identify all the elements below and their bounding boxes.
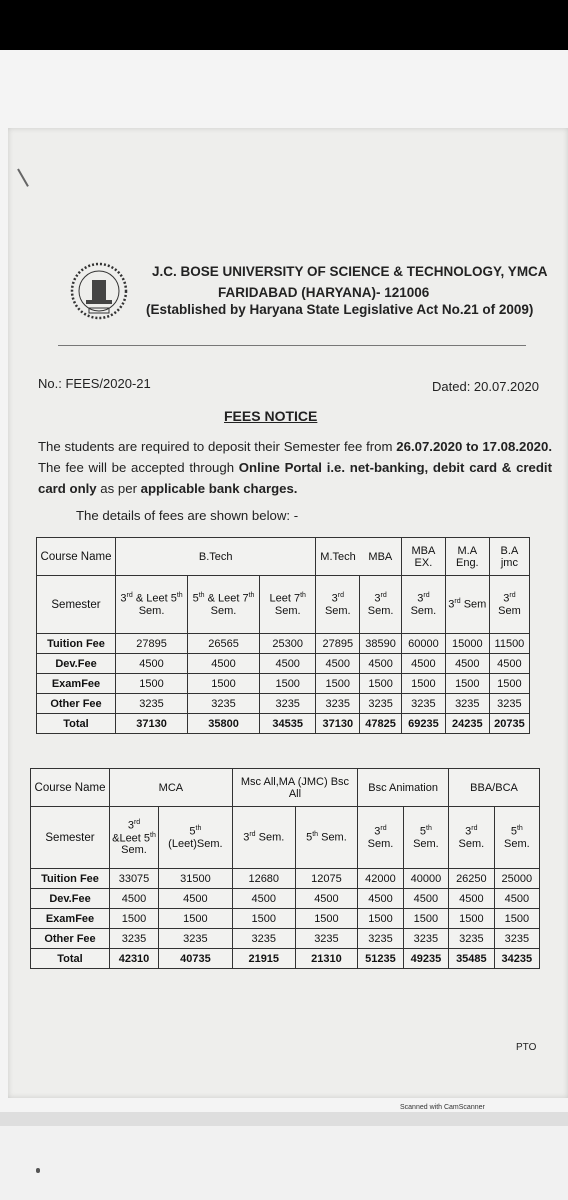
fee-cell: 4500 (295, 889, 357, 909)
fee-cell: 27895 (116, 634, 188, 654)
fee-cell: 47825 (360, 714, 402, 734)
fee-cell: 37130 (316, 714, 360, 734)
fee-cell: 12680 (232, 869, 295, 889)
semester-cell: 5th (Leet)Sem. (159, 807, 233, 869)
course-cell: Msc All,MA (JMC) Bsc All (232, 769, 357, 807)
fee-cell: 15000 (445, 634, 489, 654)
table-row (37, 674, 530, 694)
page-separator (0, 1112, 568, 1126)
table-row (31, 929, 540, 949)
fee-cell: 4500 (188, 654, 260, 674)
establishment-line: (Established by Haryana State Legislative Act No.21 of 2009) (146, 302, 534, 317)
semester-cell: 3rd Sem. (449, 807, 495, 869)
notice-title: FEES NOTICE (224, 408, 318, 424)
fee-cell: 4500 (316, 654, 360, 674)
fee-cell: 1500 (316, 674, 360, 694)
course-cell: Bsc Animation (358, 769, 449, 807)
row-label: Other Fee (37, 694, 116, 714)
fee-cell: 3235 (358, 929, 404, 949)
fee-cell: 25000 (494, 869, 539, 889)
fee-cell: 42310 (110, 949, 159, 969)
semester-cell: 3rd & Leet 5th Sem. (116, 576, 188, 634)
row-label: Total (31, 949, 110, 969)
semester-cell: 5th Sem. (403, 807, 448, 869)
fee-cell: 1500 (358, 909, 404, 929)
fee-cell: 4500 (449, 889, 495, 909)
fee-cell: 33075 (110, 869, 159, 889)
university-name: J.C. BOSE UNIVERSITY OF SCIENCE & TECHNOLOGY, YMCA (152, 264, 548, 279)
row-label: Dev.Fee (37, 654, 116, 674)
semester-cell: 3rd Sem. (316, 576, 360, 634)
course-cell: B.Tech (116, 538, 316, 576)
course-cell: BBA/BCA (449, 769, 540, 807)
fee-cell: 3235 (116, 694, 188, 714)
semester-cell: 5th Sem. (295, 807, 357, 869)
semester-cell: 3rd &Leet 5th Sem. (110, 807, 159, 869)
fee-cell: 26565 (188, 634, 260, 654)
fee-cell: 11500 (489, 634, 529, 654)
details-line: The details of fees are shown below: - (76, 508, 299, 523)
notice-paragraph: The students are required to deposit their Semester fee from 26.07.2020 to 17.08.2020. The fee will be accepted through Online Portal i.e. net-banking, debit card & credit card only as per applicable bank charges. (38, 439, 553, 496)
semester-cell: 5th Sem. (494, 807, 539, 869)
semester-header: Semester (31, 807, 110, 869)
fee-cell: 4500 (403, 889, 448, 909)
semester-cell: Leet 7th Sem. (259, 576, 316, 634)
fee-cell: 21915 (232, 949, 295, 969)
course-cell: M.Tech (316, 538, 360, 576)
fee-cell: 3235 (449, 929, 495, 949)
total-row (31, 949, 540, 969)
table-row (31, 889, 540, 909)
scanner-watermark: Scanned with CamScanner (400, 1104, 485, 1111)
fee-cell: 34235 (494, 949, 539, 969)
fee-cell: 1500 (188, 674, 260, 694)
fee-cell: 4500 (402, 654, 446, 674)
table-row (37, 576, 530, 634)
fee-cell: 1500 (403, 909, 448, 929)
fee-cell: 4500 (489, 654, 529, 674)
fee-cell: 1500 (159, 909, 233, 929)
top-black-bar (0, 0, 568, 50)
next-page-preview (0, 1126, 568, 1200)
course-cell: B.A jmc (489, 538, 529, 576)
fee-cell: 21310 (295, 949, 357, 969)
fee-cell: 3235 (402, 694, 446, 714)
semester-cell: 3rd Sem. (360, 576, 402, 634)
fee-cell: 40735 (159, 949, 233, 969)
fee-cell: 3235 (494, 929, 539, 949)
table-row (37, 538, 530, 576)
fee-cell: 69235 (402, 714, 446, 734)
table-row (37, 634, 530, 654)
row-label: ExamFee (31, 909, 110, 929)
course-cell: MCA (110, 769, 233, 807)
fee-cell: 37130 (116, 714, 188, 734)
fee-cell: 49235 (403, 949, 448, 969)
fee-cell: 3235 (159, 929, 233, 949)
row-label: Other Fee (31, 929, 110, 949)
fee-cell: 4500 (445, 654, 489, 674)
semester-cell: 5th & Leet 7th Sem. (188, 576, 260, 634)
table-row (31, 807, 540, 869)
fee-cell: 1500 (116, 674, 188, 694)
fee-cell: 4500 (494, 889, 539, 909)
university-address: FARIDABAD (HARYANA)- 121006 (218, 285, 430, 300)
fee-cell: 27895 (316, 634, 360, 654)
fee-cell: 12075 (295, 869, 357, 889)
table-row (37, 654, 530, 674)
fee-cell: 3235 (232, 929, 295, 949)
pen-dot (36, 1168, 40, 1173)
fee-cell: 4500 (110, 889, 159, 909)
fee-cell: 3235 (445, 694, 489, 714)
table-row (31, 909, 540, 929)
fee-cell: 3235 (188, 694, 260, 714)
semester-header: Semester (37, 576, 116, 634)
total-row (37, 714, 530, 734)
fee-cell: 42000 (358, 869, 404, 889)
fee-cell: 34535 (259, 714, 316, 734)
row-label: Tuition Fee (37, 634, 116, 654)
fee-cell: 3235 (316, 694, 360, 714)
fee-cell: 40000 (403, 869, 448, 889)
pto-label: PTO (516, 1042, 537, 1053)
fee-cell: 1500 (360, 674, 402, 694)
semester-cell: 3rd Sem (489, 576, 529, 634)
row-label: Dev.Fee (31, 889, 110, 909)
course-header: Course Name (37, 538, 116, 576)
fee-cell: 4500 (358, 889, 404, 909)
fee-cell: 4500 (232, 889, 295, 909)
fee-cell: 20735 (489, 714, 529, 734)
semester-cell: 3rd Sem. (358, 807, 404, 869)
course-header: Course Name (31, 769, 110, 807)
fee-cell: 3235 (110, 929, 159, 949)
row-label: Tuition Fee (31, 869, 110, 889)
semester-cell: 3rd Sem. (232, 807, 295, 869)
fee-cell: 4500 (159, 889, 233, 909)
fee-cell: 1500 (259, 674, 316, 694)
fee-cell: 38590 (360, 634, 402, 654)
table-row (37, 694, 530, 714)
fee-cell: 3235 (403, 929, 448, 949)
fee-cell: 31500 (159, 869, 233, 889)
fees-table-1 (36, 537, 530, 734)
notice-date: Dated: 20.07.2020 (432, 379, 539, 394)
fee-cell: 3235 (295, 929, 357, 949)
fee-cell: 1500 (402, 674, 446, 694)
fee-cell: 35800 (188, 714, 260, 734)
fee-cell: 25300 (259, 634, 316, 654)
fee-cell: 51235 (358, 949, 404, 969)
university-seal-logo (70, 262, 128, 320)
fee-cell: 4500 (116, 654, 188, 674)
fee-cell: 26250 (449, 869, 495, 889)
course-cell: MBA (360, 538, 402, 576)
table-row (31, 769, 540, 807)
fees-table-2 (30, 768, 540, 969)
row-label: Total (37, 714, 116, 734)
fee-cell: 1500 (489, 674, 529, 694)
fee-cell: 3235 (360, 694, 402, 714)
table-row (31, 869, 540, 889)
course-cell: M.A Eng. (445, 538, 489, 576)
fee-cell: 1500 (232, 909, 295, 929)
fee-cell: 4500 (360, 654, 402, 674)
fee-cell: 1500 (449, 909, 495, 929)
course-cell: MBA EX. (402, 538, 446, 576)
fee-cell: 3235 (259, 694, 316, 714)
fee-cell: 60000 (402, 634, 446, 654)
semester-cell: 3rd Sem (445, 576, 489, 634)
fee-cell: 24235 (445, 714, 489, 734)
fee-cell: 1500 (445, 674, 489, 694)
fee-cell: 1500 (295, 909, 357, 929)
fee-cell: 35485 (449, 949, 495, 969)
fee-cell: 3235 (489, 694, 529, 714)
header-divider (58, 345, 526, 346)
fee-cell: 1500 (110, 909, 159, 929)
reference-number: No.: FEES/2020-21 (38, 376, 151, 391)
fee-cell: 1500 (494, 909, 539, 929)
semester-cell: 3rd Sem. (402, 576, 446, 634)
fee-cell: 4500 (259, 654, 316, 674)
row-label: ExamFee (37, 674, 116, 694)
